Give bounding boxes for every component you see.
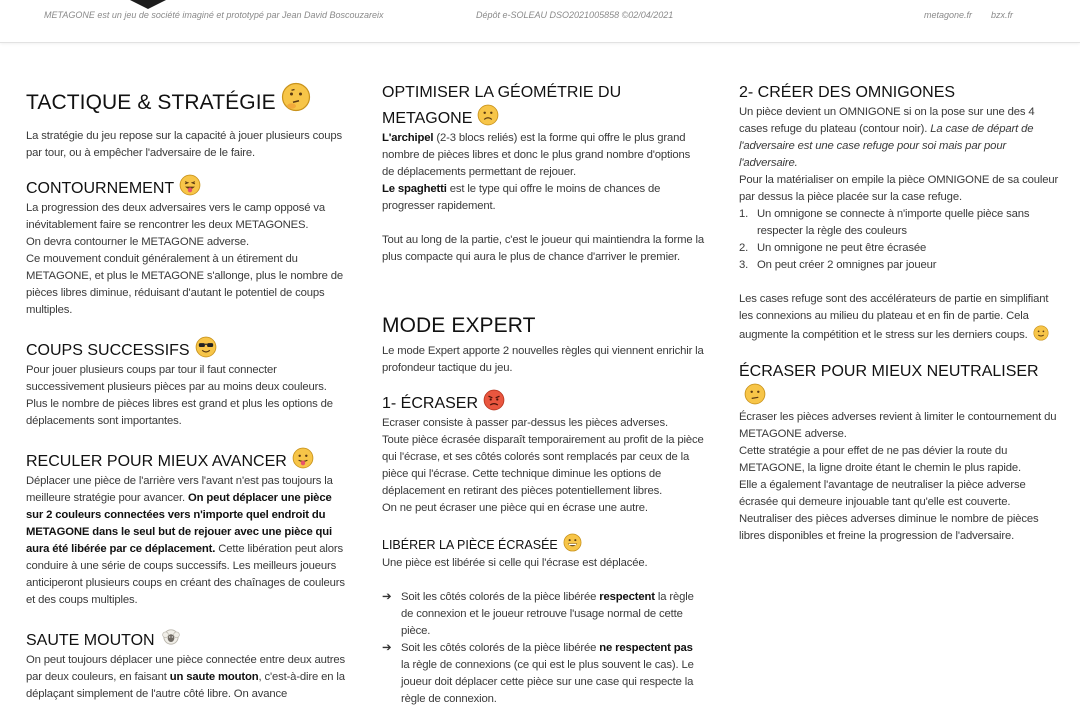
intro-paragraph: La stratégie du jeu repose sur la capacité à jouer plusieurs coups par tour, ou à empêcher l'adversaire de le faire.: [26, 130, 343, 159]
section-title-contournement: CONTOURNEMENT: [26, 174, 348, 200]
column-tactics: [26, 82, 348, 703]
sheep-emoji-icon: [160, 626, 182, 648]
optimiser-paragraph-1: L'archipel (2-3 blocs reliés) est la forme qui offre le plus grand nombre de pièces libres et donc le plus grand nombre d'options de déplacements permettant de rejouer.: [382, 132, 691, 178]
section-title-liberer: LIBÉRER LA PIÈCE ÉCRASÉE: [382, 533, 704, 555]
list-item: 3. On peut créer 2 omnignes par joueur: [739, 259, 937, 271]
neutraliser-paragraph-1: Écraser les pièces adverses revient à limiter le contournement du METAGONE adverse.: [739, 411, 1057, 440]
top-bar: [0, 0, 1080, 43]
angry-face-emoji-icon: [483, 389, 505, 411]
mode-expert-paragraph: Le mode Expert apporte 2 nouvelles règles qui viennent enrichir la profondeur tactique du jeu.: [382, 345, 704, 374]
logo-mark: [130, 0, 166, 9]
list-item: 1. Un omnigone se connecte à n'importe quelle pièce sans respecter la règle des couleurs: [739, 208, 1030, 237]
grinning-face-emoji-icon: [563, 533, 582, 552]
metagone-link[interactable]: metagone.fr: [924, 10, 973, 20]
contournement-paragraph-1: La progression des deux adversaires vers le camp opposé va inévitablement faire se rencontrer les deux METAGONES.: [26, 202, 325, 231]
tongue-out-face-emoji-icon: [179, 174, 201, 196]
contournement-paragraph-2: On devra contourner le METAGONE adverse.: [26, 236, 249, 248]
worried-face-emoji-icon: [744, 383, 766, 405]
coups-successifs-paragraph: Pour jouer plusieurs coups par tour il faut connecter successivement plusieurs pièces par au moins deux couleurs. Plus le nombre de pièces libres est grand et plus les options de déplacements sont importantes.: [26, 364, 333, 427]
arrow-right-icon: ➔: [382, 591, 392, 603]
ecraser-paragraph-1: Ecraser consiste à passer par-dessus les pièces adverses.: [382, 417, 668, 429]
mode-expert-title: MODE EXPERT: [382, 314, 536, 337]
liberer-bullet-2: ➔ Soit les côtés colorés de la pièce libérée ne respectent pas la règle de connexions (ce qui est le plus souvent le cas). Le joueur doit déplacer cette pièce sur une case qui respecte la règle de connexion.: [382, 642, 694, 705]
optimiser-paragraph-3: Tout au long de la partie, c'est le joueur qui maintiendra la forme la plus compacte qui aura le plus de chance d'arriver le premier.: [382, 234, 704, 263]
section-title-optimiser: OPTIMISER LA GÉOMÉTRIE DU METAGONE: [382, 84, 622, 127]
reculer-paragraph: Déplacer une pièce de l'arrière vers l'avant n'est pas toujours la meilleure stratégie pour avancer. On peut déplacer une pièce sur 2 couleurs connectées vers n'importe quel endroit du METAGONE dans le seul but de rejouer avec une pièce qui aura été libérée par ce déplacement. Cette libération peut alors conduire à une série de coups successifs. Les meilleurs joueurs anticiperont plusieurs coups en créant des chaînages de couleurs et des coups multiples.: [26, 475, 345, 606]
omnigones-paragraph-3: Les cases refuge sont des accélérateurs de partie en simplifiant les connexions au milieu du plateau et en fin de partie. Cela augmente la compétition et le stress sur les derniers coups.: [739, 293, 1049, 341]
slightly-smiling-face-emoji-icon: [1033, 325, 1049, 341]
section-title-reculer: RECULER POUR MIEUX AVANCER: [26, 447, 348, 473]
column-omnigones: [739, 82, 1061, 545]
ecraser-paragraph-2: Toute pièce écrasée disparaît temporairement au profit de la pièce qui l'écrase, et ses côtés colorés sont remplacés par ceux de la pièce qui l'écrase. Cette technique diminue les options de déplacement en retirant des pièces potentiellement libres.: [382, 434, 704, 497]
arrow-right-icon: ➔: [382, 642, 392, 654]
saute-mouton-paragraph: On peut toujours déplacer une pièce connectée entre deux autres par deux couleurs, en faisant un saute mouton, c'est-à-dire en la déplaçant simplement de l'autre côté libre. On avance: [26, 654, 346, 700]
omnigones-paragraph-2: Pour la matérialiser on empile la pièce OMNIGONE de sa couleur par dessus la pièce placée sur la case refuge.: [739, 174, 1059, 203]
bzx-link[interactable]: bzx.fr: [991, 10, 1014, 20]
optimiser-paragraph-2: Le spaghetti est le type qui offre le moins de chances de progresser rapidement.: [382, 183, 661, 212]
neutraliser-paragraph-2: Cette stratégie a pour effet de ne pas dévier la route du METAGONE, la ligne droite étant le chemin le plus rapide.: [739, 445, 1021, 474]
section-title-ecraser-neutraliser: ÉCRASER POUR MIEUX NEUTRALISER: [739, 361, 1061, 409]
page-title: TACTIQUE & STRATÉGIE: [26, 82, 348, 118]
section-title-ecraser: 1- ÉCRASER: [382, 389, 704, 415]
thinking-face-emoji-icon: [281, 82, 311, 112]
column-geometry-expert: [382, 82, 704, 708]
credit-text: METAGONE est un jeu de société imaginé et prototypé par Jean David Boscouzareix: [44, 10, 384, 20]
sunglasses-face-emoji-icon: [195, 336, 217, 358]
neutraliser-paragraph-3: Elle a également l'avantage de neutraliser la pièce adverse écrasée qui demeure injouable tant qu'elle est couverte. Neutraliser des pièces adverses diminue le nombre de pièces libres disponibles et freine la progression de l'adversaire.: [739, 479, 1039, 542]
deposit-text: Dépôt e-SOLEAU DSO2021005858 ©02/04/2021: [476, 10, 674, 20]
section-title-saute-mouton: SAUTE MOUTON: [26, 626, 348, 652]
confused-face-emoji-icon: [477, 104, 499, 126]
liberer-paragraph: Une pièce est libérée si celle qui l'écrase est déplacée.: [382, 557, 648, 569]
omnigones-paragraph-1: Un pièce devient un OMNIGONE si on la pose sur une des 4 cases refuge du plateau (contour noir). La case de départ de l'adversaire est une case refuge pour soi mais par pour l'adversaire.: [739, 106, 1035, 169]
list-item: 2. Un omnigone ne peut être écrasée: [739, 242, 927, 254]
contournement-paragraph-3: Ce mouvement conduit généralement à un étirement du METAGONE, et plus le METAGONE s'allonge, plus le nombre de pièces libres diminue, réduisant d'autant le potentiel de coups multiples.: [26, 253, 344, 316]
section-title-omnigones: 2- CRÉER DES OMNIGONES: [739, 84, 956, 101]
ecraser-paragraph-3: On ne peut écraser une pièce qui en écrase une autre.: [382, 502, 648, 514]
tongue-face-emoji-icon: [292, 447, 314, 469]
liberer-bullet-1: ➔ Soit les côtés colorés de la pièce libérée respectent la règle de connexion et le joueur retrouve l'usage normal de cette pièce.: [382, 591, 694, 637]
section-title-coups-successifs: COUPS SUCCESSIFS: [26, 336, 348, 362]
